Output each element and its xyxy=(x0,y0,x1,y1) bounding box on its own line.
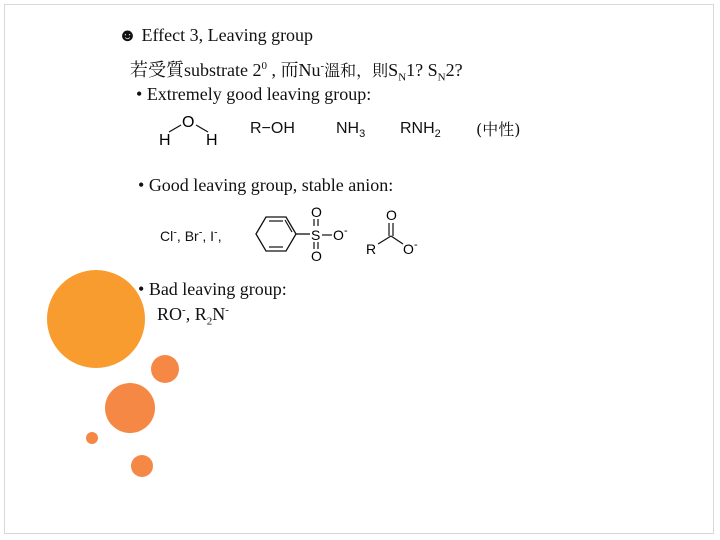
extremely-good-heading xyxy=(136,84,371,105)
alkoxide-text: RO xyxy=(157,304,183,324)
decor-circle-small-2 xyxy=(131,455,153,477)
sulfur: S xyxy=(311,227,321,243)
slide-title xyxy=(118,25,313,46)
amine-subscript: 2 xyxy=(434,128,441,141)
decor-circle-small xyxy=(86,432,98,444)
sn1-question: 1? xyxy=(406,60,428,80)
superscript-minus: - xyxy=(320,60,325,72)
amide-subscript: 2 xyxy=(206,315,213,328)
question-middle: , 而Nu xyxy=(266,60,321,80)
bullet: • xyxy=(138,279,145,299)
carboxylate-r: R xyxy=(366,241,377,257)
amide-n: N xyxy=(212,304,226,324)
water-o: O xyxy=(182,114,195,131)
good-label: Good leaving group, stable anion: xyxy=(148,175,394,195)
question-mild: 溫和，則 xyxy=(324,61,389,80)
bad-label: Bad leaving group: xyxy=(148,279,287,299)
ammonia-label xyxy=(336,120,365,140)
bromide: Br-, xyxy=(184,226,207,244)
decor-circle-medium-2 xyxy=(105,383,155,433)
carboxylate-structure xyxy=(364,206,426,262)
sn2-s: S xyxy=(427,60,438,80)
sulfonate-oxygen-anion: O xyxy=(333,227,344,243)
sulfonate-oxygen-top: O xyxy=(311,204,322,220)
carboxylate-oxygen-anion: O xyxy=(403,241,414,257)
question-prefix: 若受質substrate 2 xyxy=(130,60,262,80)
bad-examples xyxy=(157,304,229,328)
sn2-question: 2? xyxy=(445,60,463,80)
bad-heading xyxy=(138,279,287,300)
sn1-s: S xyxy=(388,60,399,80)
water-h-right: H xyxy=(206,132,218,149)
sulfonate-oxygen-bottom: O xyxy=(311,248,322,264)
title-text: Effect 3, Leaving group xyxy=(141,25,314,45)
amine-text: RNH xyxy=(400,120,435,137)
neutral-note: (中性) xyxy=(476,120,521,139)
amide-r: , R xyxy=(185,304,207,324)
alkoxide-charge: - xyxy=(182,304,186,316)
sn1-n: N xyxy=(398,71,407,84)
iodide: I-, xyxy=(210,226,222,244)
question-line xyxy=(130,56,463,84)
halide-list xyxy=(160,226,222,244)
chloride: Cl-, xyxy=(160,226,181,244)
benzenesulfonate-structure xyxy=(246,206,356,262)
alcohol-label: R−OH xyxy=(250,120,295,137)
amide-charge: - xyxy=(225,304,229,316)
carboxylate-oxygen-top: O xyxy=(386,207,397,223)
decor-circle-large xyxy=(47,270,145,368)
bullet: • xyxy=(136,84,143,104)
ammonia-subscript: 3 xyxy=(359,128,366,141)
sn2-n: N xyxy=(437,71,446,84)
bullet: • xyxy=(138,175,145,195)
ammonia-text: NH xyxy=(336,120,360,137)
smiley-icon: ☻ xyxy=(118,25,137,45)
good-heading xyxy=(138,175,393,196)
extremely-good-label: Extremely good leaving group: xyxy=(146,84,372,104)
decor-circle-medium xyxy=(151,355,179,383)
sulfonate-charge: - xyxy=(344,225,348,237)
water-structure xyxy=(158,112,220,148)
water-h-left: H xyxy=(159,132,171,149)
carboxylate-charge: - xyxy=(414,239,418,251)
superscript-zero: 0 xyxy=(261,60,267,72)
amine-label xyxy=(400,120,441,140)
